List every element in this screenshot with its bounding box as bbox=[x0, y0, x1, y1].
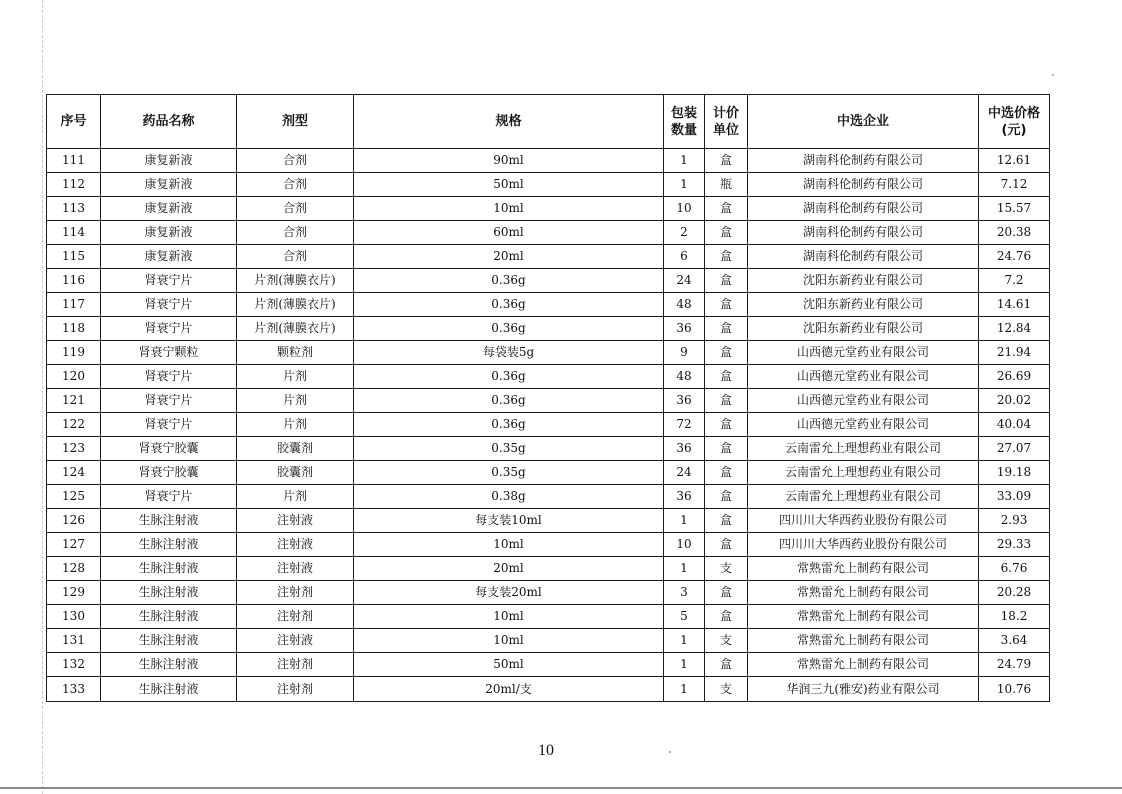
cell-price: 7.12 bbox=[979, 173, 1050, 197]
cell-spec: 10ml bbox=[354, 629, 664, 653]
table-row bbox=[47, 269, 1050, 293]
table-header bbox=[47, 95, 1050, 149]
cell-index: 125 bbox=[47, 485, 101, 509]
cell-dosage-form: 合剂 bbox=[237, 149, 354, 173]
cell-dosage-form: 片剂 bbox=[237, 389, 354, 413]
cell-unit: 盒 bbox=[705, 149, 748, 173]
cell-company: 山西德元堂药业有限公司 bbox=[748, 365, 979, 389]
cell-spec: 0.36g bbox=[354, 413, 664, 437]
cell-company: 云南雷允上理想药业有限公司 bbox=[748, 485, 979, 509]
cell-price: 14.61 bbox=[979, 293, 1050, 317]
cell-dosage-form: 颗粒剂 bbox=[237, 341, 354, 365]
table-row bbox=[47, 245, 1050, 269]
cell-dosage-form: 注射剂 bbox=[237, 677, 354, 702]
cell-price: 24.79 bbox=[979, 653, 1050, 677]
cell-index: 114 bbox=[47, 221, 101, 245]
cell-unit: 盒 bbox=[705, 221, 748, 245]
header-company-label: 中选企业 bbox=[836, 114, 889, 129]
table-row bbox=[47, 173, 1050, 197]
table-row bbox=[47, 365, 1050, 389]
cell-price: 3.64 bbox=[979, 629, 1050, 653]
cell-pack-qty: 1 bbox=[664, 677, 705, 702]
cell-company: 山西德元堂药业有限公司 bbox=[748, 413, 979, 437]
cell-price: 18.2 bbox=[979, 605, 1050, 629]
cell-pack-qty: 24 bbox=[664, 269, 705, 293]
cell-unit: 盒 bbox=[705, 413, 748, 437]
cell-spec: 10ml bbox=[354, 605, 664, 629]
cell-spec: 60ml bbox=[354, 221, 664, 245]
cell-dosage-form: 胶囊剂 bbox=[237, 437, 354, 461]
cell-dosage-form: 注射液 bbox=[237, 533, 354, 557]
cell-pack-qty: 36 bbox=[664, 389, 705, 413]
cell-index: 123 bbox=[47, 437, 101, 461]
cell-price: 15.57 bbox=[979, 197, 1050, 221]
cell-unit: 支 bbox=[705, 557, 748, 581]
drug-price-table bbox=[46, 94, 1050, 702]
cell-price: 20.28 bbox=[979, 581, 1050, 605]
cell-company: 湖南科伦制药有限公司 bbox=[748, 245, 979, 269]
table-row bbox=[47, 437, 1050, 461]
cell-spec: 0.36g bbox=[354, 389, 664, 413]
cell-pack-qty: 2 bbox=[664, 221, 705, 245]
cell-pack-qty: 10 bbox=[664, 197, 705, 221]
cell-unit: 盒 bbox=[705, 581, 748, 605]
cell-unit: 瓶 bbox=[705, 173, 748, 197]
cell-company: 华润三九(雅安)药业有限公司 bbox=[748, 677, 979, 702]
cell-drug-name: 生脉注射液 bbox=[101, 677, 237, 702]
header-spec-label: 规格 bbox=[495, 114, 522, 129]
cell-company: 湖南科伦制药有限公司 bbox=[748, 197, 979, 221]
cell-spec: 0.38g bbox=[354, 485, 664, 509]
cell-price: 21.94 bbox=[979, 341, 1050, 365]
cell-price: 20.02 bbox=[979, 389, 1050, 413]
table-row bbox=[47, 341, 1050, 365]
cell-drug-name: 生脉注射液 bbox=[101, 557, 237, 581]
cell-drug-name: 生脉注射液 bbox=[101, 629, 237, 653]
header-spec bbox=[354, 95, 664, 149]
cell-dosage-form: 片剂(薄膜衣片) bbox=[237, 269, 354, 293]
header-drug-name bbox=[101, 95, 237, 149]
cell-index: 127 bbox=[47, 533, 101, 557]
cell-pack-qty: 24 bbox=[664, 461, 705, 485]
cell-drug-name: 生脉注射液 bbox=[101, 509, 237, 533]
cell-unit: 盒 bbox=[705, 245, 748, 269]
cell-drug-name: 生脉注射液 bbox=[101, 533, 237, 557]
header-price-label: 中选价格 (元) bbox=[987, 105, 1040, 138]
cell-company: 常熟雷允上制药有限公司 bbox=[748, 653, 979, 677]
table-row bbox=[47, 557, 1050, 581]
cell-pack-qty: 10 bbox=[664, 533, 705, 557]
cell-drug-name: 生脉注射液 bbox=[101, 653, 237, 677]
table-row bbox=[47, 629, 1050, 653]
cell-pack-qty: 36 bbox=[664, 317, 705, 341]
cell-pack-qty: 5 bbox=[664, 605, 705, 629]
cell-index: 117 bbox=[47, 293, 101, 317]
cell-index: 119 bbox=[47, 341, 101, 365]
cell-drug-name: 肾衰宁胶囊 bbox=[101, 437, 237, 461]
header-pack-qty-label: 包装 数量 bbox=[670, 105, 697, 138]
cell-unit: 盒 bbox=[705, 317, 748, 341]
cell-spec: 0.36g bbox=[354, 317, 664, 341]
cell-company: 沈阳东新药业有限公司 bbox=[748, 293, 979, 317]
cell-company: 沈阳东新药业有限公司 bbox=[748, 269, 979, 293]
cell-index: 130 bbox=[47, 605, 101, 629]
cell-unit: 盒 bbox=[705, 533, 748, 557]
cell-dosage-form: 合剂 bbox=[237, 197, 354, 221]
table-row bbox=[47, 509, 1050, 533]
cell-pack-qty: 3 bbox=[664, 581, 705, 605]
cell-dosage-form: 合剂 bbox=[237, 221, 354, 245]
cell-price: 29.33 bbox=[979, 533, 1050, 557]
cell-index: 112 bbox=[47, 173, 101, 197]
cell-unit: 盒 bbox=[705, 461, 748, 485]
cell-pack-qty: 1 bbox=[664, 629, 705, 653]
cell-pack-qty: 1 bbox=[664, 149, 705, 173]
cell-dosage-form: 注射液 bbox=[237, 629, 354, 653]
cell-unit: 盒 bbox=[705, 509, 748, 533]
cell-spec: 20ml bbox=[354, 557, 664, 581]
cell-index: 131 bbox=[47, 629, 101, 653]
cell-unit: 盒 bbox=[705, 389, 748, 413]
cell-drug-name: 肾衰宁胶囊 bbox=[101, 461, 237, 485]
cell-company: 湖南科伦制药有限公司 bbox=[748, 173, 979, 197]
cell-dosage-form: 片剂 bbox=[237, 365, 354, 389]
cell-pack-qty: 6 bbox=[664, 245, 705, 269]
cell-pack-qty: 48 bbox=[664, 365, 705, 389]
cell-index: 128 bbox=[47, 557, 101, 581]
cell-company: 常熟雷允上制药有限公司 bbox=[748, 629, 979, 653]
cell-price: 33.09 bbox=[979, 485, 1050, 509]
cell-dosage-form: 注射液 bbox=[237, 509, 354, 533]
table-row bbox=[47, 677, 1050, 702]
cell-pack-qty: 1 bbox=[664, 557, 705, 581]
cell-pack-qty: 1 bbox=[664, 509, 705, 533]
table-body bbox=[47, 149, 1050, 702]
page-bottom-rule bbox=[0, 787, 1122, 789]
cell-pack-qty: 9 bbox=[664, 341, 705, 365]
cell-unit: 盒 bbox=[705, 365, 748, 389]
cell-index: 122 bbox=[47, 413, 101, 437]
cell-index: 121 bbox=[47, 389, 101, 413]
cell-index: 115 bbox=[47, 245, 101, 269]
table-row bbox=[47, 293, 1050, 317]
table-row bbox=[47, 413, 1050, 437]
cell-drug-name: 康复新液 bbox=[101, 221, 237, 245]
cell-drug-name: 肾衰宁片 bbox=[101, 413, 237, 437]
cell-pack-qty: 1 bbox=[664, 653, 705, 677]
cell-spec: 0.35g bbox=[354, 437, 664, 461]
header-drug-name-label: 药品名称 bbox=[142, 114, 195, 129]
cell-unit: 盒 bbox=[705, 293, 748, 317]
cell-price: 6.76 bbox=[979, 557, 1050, 581]
cell-unit: 盒 bbox=[705, 437, 748, 461]
cell-drug-name: 肾衰宁片 bbox=[101, 485, 237, 509]
header-price bbox=[979, 95, 1050, 149]
cell-unit: 盒 bbox=[705, 485, 748, 509]
cell-company: 常熟雷允上制药有限公司 bbox=[748, 557, 979, 581]
table-row bbox=[47, 485, 1050, 509]
table-row bbox=[47, 317, 1050, 341]
cell-pack-qty: 36 bbox=[664, 437, 705, 461]
cell-dosage-form: 合剂 bbox=[237, 245, 354, 269]
cell-spec: 0.36g bbox=[354, 365, 664, 389]
cell-company: 常熟雷允上制药有限公司 bbox=[748, 581, 979, 605]
header-pack-qty bbox=[664, 95, 705, 149]
cell-unit: 盒 bbox=[705, 197, 748, 221]
cell-drug-name: 肾衰宁颗粒 bbox=[101, 341, 237, 365]
table-row bbox=[47, 149, 1050, 173]
cell-pack-qty: 36 bbox=[664, 485, 705, 509]
cell-drug-name: 康复新液 bbox=[101, 245, 237, 269]
cell-spec: 10ml bbox=[354, 533, 664, 557]
cell-company: 常熟雷允上制药有限公司 bbox=[748, 605, 979, 629]
cell-company: 山西德元堂药业有限公司 bbox=[748, 341, 979, 365]
cell-spec: 每支装10ml bbox=[354, 509, 664, 533]
cell-spec: 50ml bbox=[354, 653, 664, 677]
cell-drug-name: 肾衰宁片 bbox=[101, 317, 237, 341]
header-company bbox=[748, 95, 979, 149]
cell-spec: 20ml/支 bbox=[354, 677, 664, 702]
cell-pack-qty: 72 bbox=[664, 413, 705, 437]
cell-price: 12.61 bbox=[979, 149, 1050, 173]
cell-index: 132 bbox=[47, 653, 101, 677]
cell-dosage-form: 注射液 bbox=[237, 557, 354, 581]
cell-price: 26.69 bbox=[979, 365, 1050, 389]
header-index-label: 序号 bbox=[60, 114, 87, 129]
header-dosage-form-label: 剂型 bbox=[281, 114, 308, 129]
cell-index: 113 bbox=[47, 197, 101, 221]
cell-index: 126 bbox=[47, 509, 101, 533]
cell-unit: 盒 bbox=[705, 653, 748, 677]
cell-drug-name: 生脉注射液 bbox=[101, 581, 237, 605]
cell-spec: 50ml bbox=[354, 173, 664, 197]
cell-dosage-form: 注射剂 bbox=[237, 653, 354, 677]
cell-unit: 盒 bbox=[705, 341, 748, 365]
cell-drug-name: 康复新液 bbox=[101, 197, 237, 221]
header-unit bbox=[705, 95, 748, 149]
cell-dosage-form: 片剂 bbox=[237, 413, 354, 437]
cell-dosage-form: 注射剂 bbox=[237, 581, 354, 605]
cell-drug-name: 肾衰宁片 bbox=[101, 365, 237, 389]
cell-price: 24.76 bbox=[979, 245, 1050, 269]
scan-page-edge bbox=[42, 0, 43, 794]
cell-index: 111 bbox=[47, 149, 101, 173]
cell-unit: 盒 bbox=[705, 605, 748, 629]
cell-price: 19.18 bbox=[979, 461, 1050, 485]
cell-company: 沈阳东新药业有限公司 bbox=[748, 317, 979, 341]
cell-unit: 支 bbox=[705, 629, 748, 653]
cell-spec: 90ml bbox=[354, 149, 664, 173]
cell-company: 四川川大华西药业股份有限公司 bbox=[748, 509, 979, 533]
table-row bbox=[47, 581, 1050, 605]
cell-price: 10.76 bbox=[979, 677, 1050, 702]
table-row bbox=[47, 197, 1050, 221]
table-row bbox=[47, 221, 1050, 245]
table-row bbox=[47, 389, 1050, 413]
cell-spec: 0.36g bbox=[354, 293, 664, 317]
cell-unit: 盒 bbox=[705, 269, 748, 293]
cell-spec: 0.36g bbox=[354, 269, 664, 293]
cell-drug-name: 肾衰宁片 bbox=[101, 293, 237, 317]
cell-drug-name: 康复新液 bbox=[101, 149, 237, 173]
cell-dosage-form: 胶囊剂 bbox=[237, 461, 354, 485]
cell-drug-name: 生脉注射液 bbox=[101, 605, 237, 629]
cell-company: 云南雷允上理想药业有限公司 bbox=[748, 461, 979, 485]
cell-spec: 20ml bbox=[354, 245, 664, 269]
cell-index: 118 bbox=[47, 317, 101, 341]
cell-price: 20.38 bbox=[979, 221, 1050, 245]
cell-dosage-form: 注射剂 bbox=[237, 605, 354, 629]
cell-company: 湖南科伦制药有限公司 bbox=[748, 221, 979, 245]
cell-dosage-form: 片剂(薄膜衣片) bbox=[237, 293, 354, 317]
table-row bbox=[47, 533, 1050, 557]
cell-pack-qty: 48 bbox=[664, 293, 705, 317]
cell-company: 云南雷允上理想药业有限公司 bbox=[748, 437, 979, 461]
cell-price: 40.04 bbox=[979, 413, 1050, 437]
cell-spec: 每支装20ml bbox=[354, 581, 664, 605]
header-row bbox=[47, 95, 1050, 149]
cell-drug-name: 肾衰宁片 bbox=[101, 389, 237, 413]
scan-speck bbox=[1052, 74, 1054, 76]
cell-spec: 0.35g bbox=[354, 461, 664, 485]
cell-unit: 支 bbox=[705, 677, 748, 702]
cell-dosage-form: 合剂 bbox=[237, 173, 354, 197]
cell-spec: 10ml bbox=[354, 197, 664, 221]
table-row bbox=[47, 461, 1050, 485]
header-dosage-form bbox=[237, 95, 354, 149]
cell-company: 山西德元堂药业有限公司 bbox=[748, 389, 979, 413]
cell-dosage-form: 片剂 bbox=[237, 485, 354, 509]
cell-index: 120 bbox=[47, 365, 101, 389]
page-number: 10 bbox=[538, 742, 554, 759]
table-row bbox=[47, 605, 1050, 629]
cell-spec: 每袋装5g bbox=[354, 341, 664, 365]
cell-drug-name: 肾衰宁片 bbox=[101, 269, 237, 293]
cell-drug-name: 康复新液 bbox=[101, 173, 237, 197]
header-unit-label: 计价 单位 bbox=[712, 105, 739, 138]
table-row bbox=[47, 653, 1050, 677]
cell-price: 7.2 bbox=[979, 269, 1050, 293]
cell-price: 12.84 bbox=[979, 317, 1050, 341]
cell-price: 2.93 bbox=[979, 509, 1050, 533]
header-index bbox=[47, 95, 101, 149]
cell-company: 湖南科伦制药有限公司 bbox=[748, 149, 979, 173]
cell-index: 129 bbox=[47, 581, 101, 605]
scan-speck bbox=[669, 751, 671, 753]
cell-price: 27.07 bbox=[979, 437, 1050, 461]
cell-dosage-form: 片剂(薄膜衣片) bbox=[237, 317, 354, 341]
cell-company: 四川川大华西药业股份有限公司 bbox=[748, 533, 979, 557]
cell-index: 133 bbox=[47, 677, 101, 702]
cell-index: 116 bbox=[47, 269, 101, 293]
cell-pack-qty: 1 bbox=[664, 173, 705, 197]
cell-index: 124 bbox=[47, 461, 101, 485]
